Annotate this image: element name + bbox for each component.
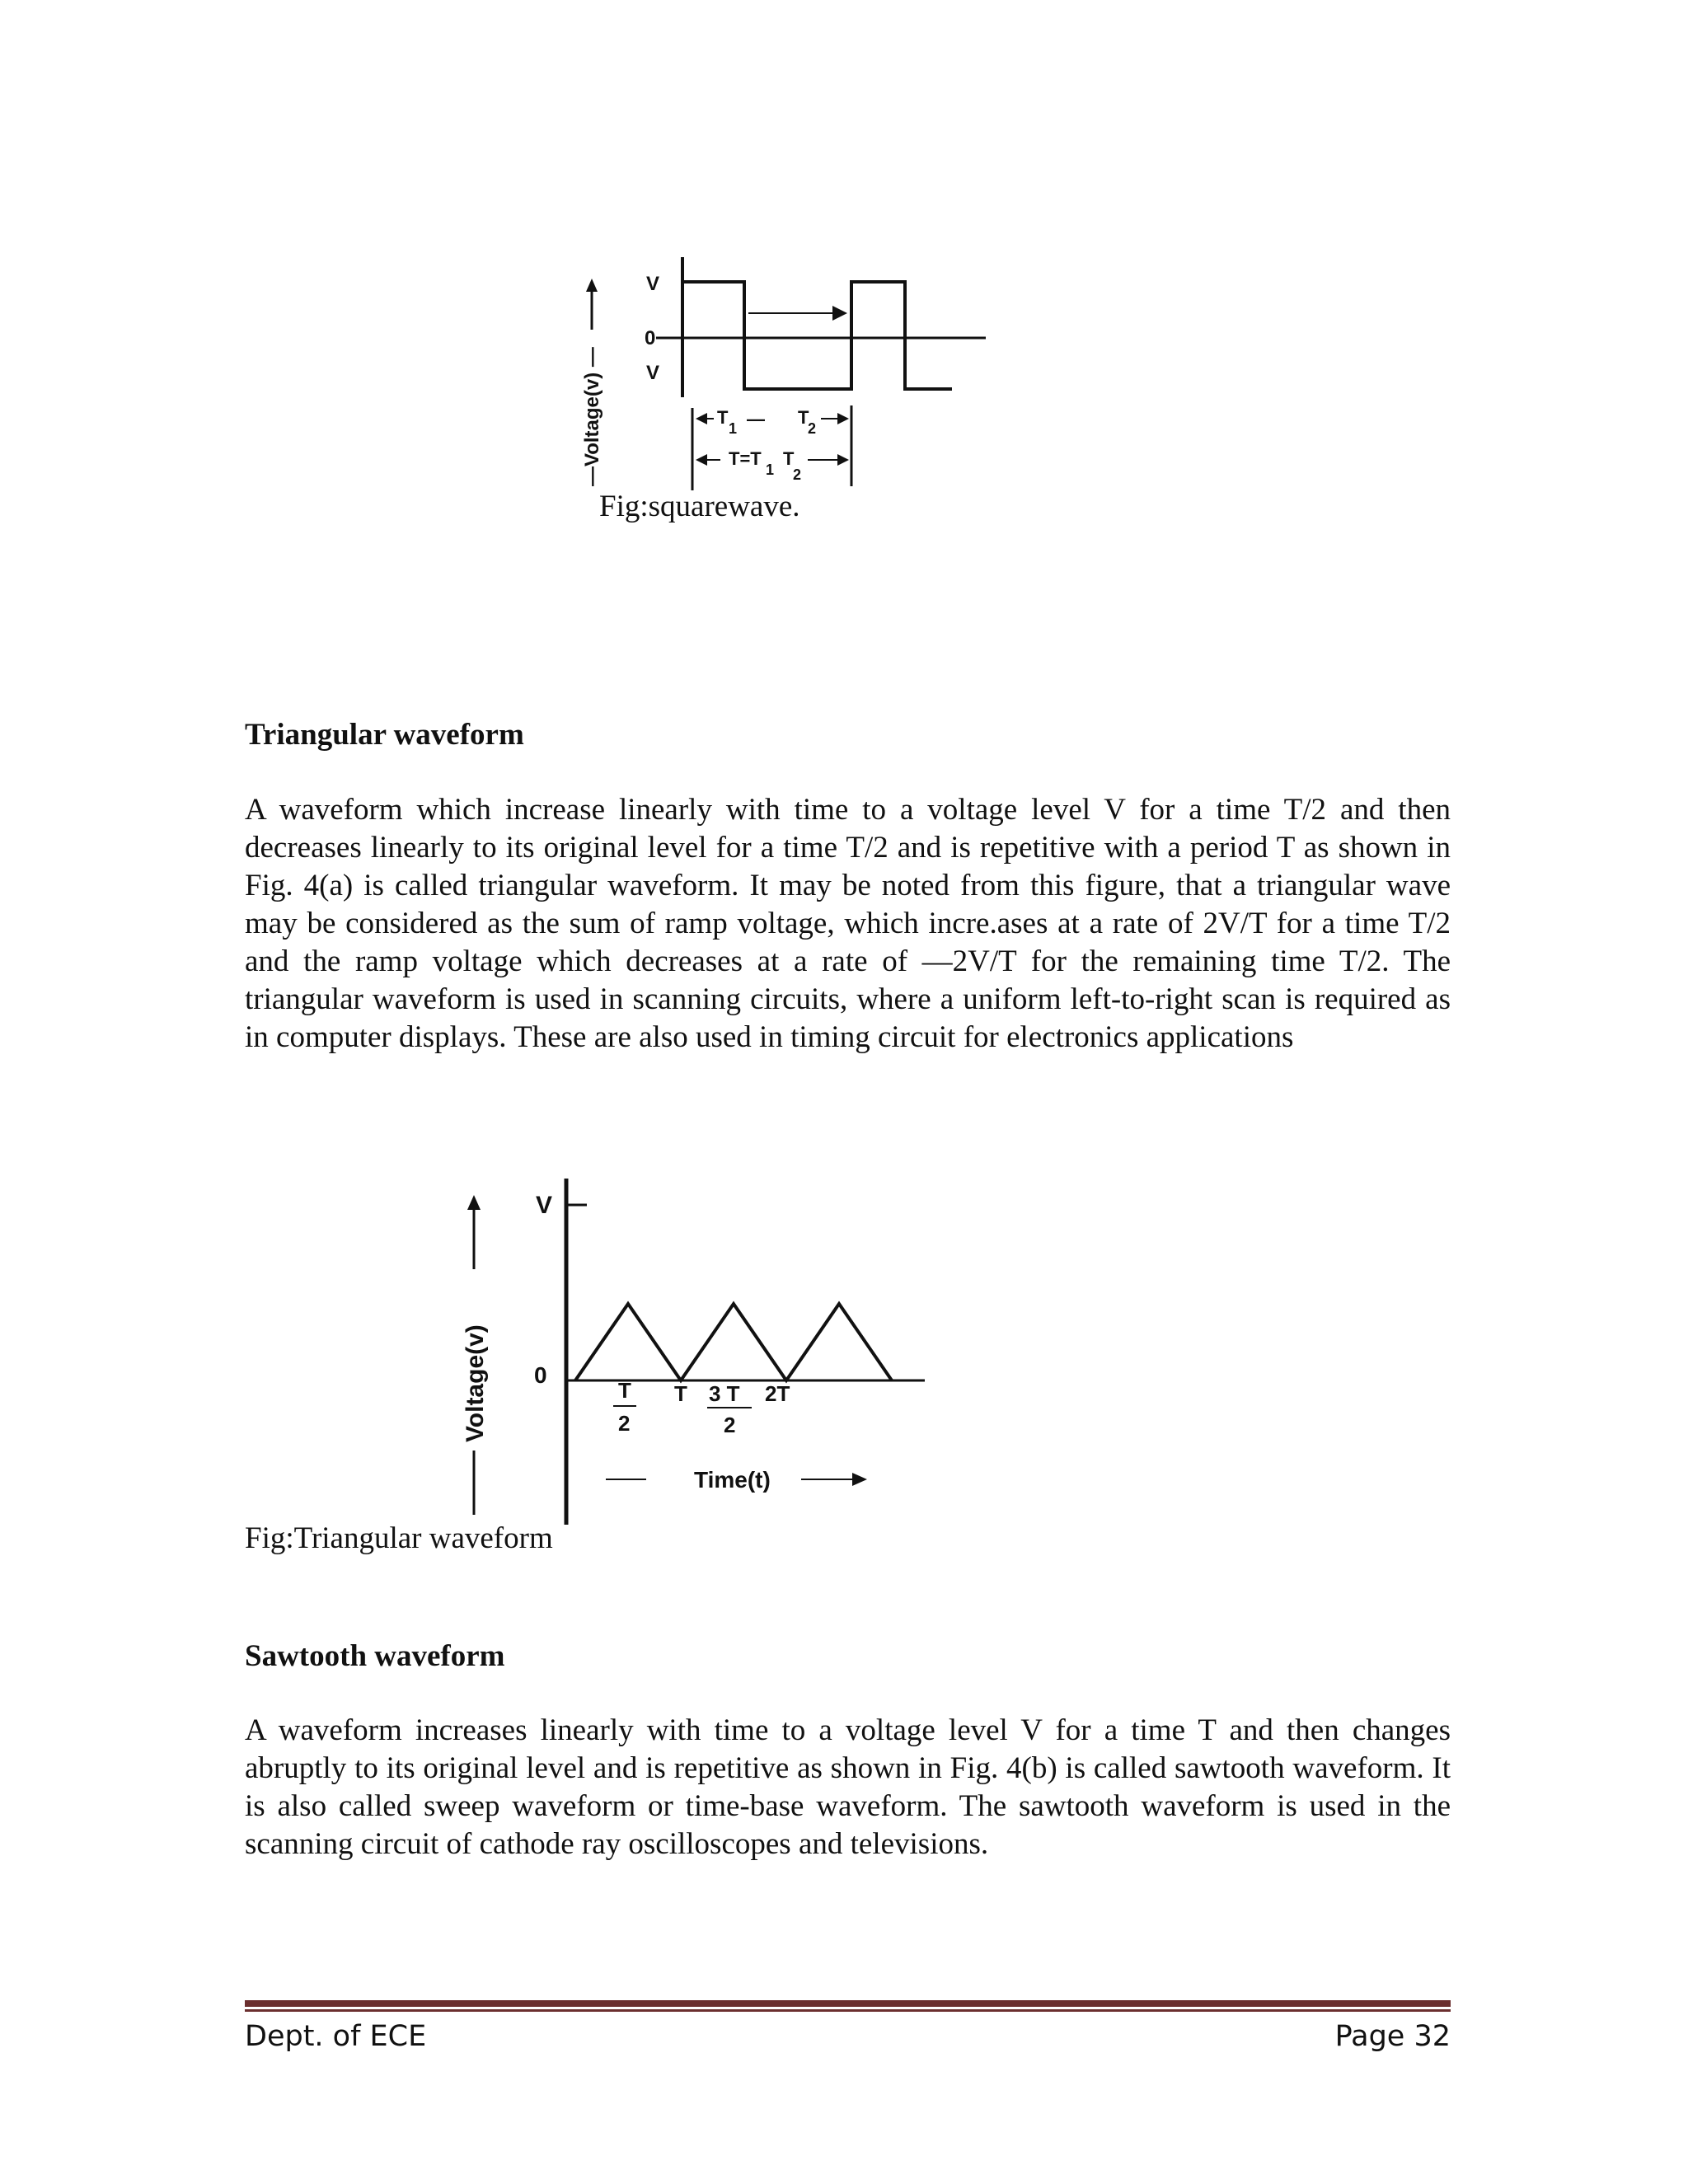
- triangular-waveform: [575, 1304, 892, 1380]
- square-period-sub1: 1: [766, 462, 775, 478]
- square-v-top-label: V: [646, 273, 660, 295]
- square-period-t2: T: [783, 448, 795, 469]
- square-zero-label: 0: [645, 327, 656, 349]
- square-t1-label: T: [717, 407, 729, 428]
- footer-department: Dept. of ECE: [245, 2020, 427, 2053]
- square-period-label: T=T: [729, 448, 762, 469]
- tri-v-label: V: [536, 1192, 553, 1219]
- tri-time-arrowhead: [852, 1473, 867, 1486]
- square-period-sub2: 2: [793, 466, 802, 483]
- square-period-left-arrowhead: [696, 454, 707, 466]
- sawtooth-body: A waveform increases linearly with time to a voltage level V for a time T and then changes abruptly to its original level and is repetitive as shown in Fig. 4(b) is called sawtooth waveform. It is also called sweep waveform or time-base waveform. The sawtooth waveform is used in the scanning circuit of cathode ray oscilloscopes and televisions.: [245, 1713, 1451, 1861]
- tri-2t-label: 2T: [765, 1381, 790, 1406]
- square-t2-arrowhead: [837, 413, 849, 424]
- tri-t-label: T: [674, 1381, 687, 1406]
- triangular-figure-caption: Fig:Triangular waveform: [245, 1521, 553, 1555]
- square-waveform: [682, 282, 952, 389]
- square-figure-caption: Fig:squarewave.: [599, 490, 800, 523]
- square-axis-label: —Voltage(v) —: [581, 347, 603, 486]
- square-inner-arrowhead: [832, 306, 847, 321]
- footer-rule-thin: [245, 2009, 1451, 2012]
- triangular-heading: Triangular waveform: [245, 718, 524, 752]
- square-t1-sub: 1: [729, 420, 738, 437]
- triangular-body: A waveform which increase linearly with time to a voltage level V for a time T/2 and then decreases linearly to its original level for a time T/2 and is repetitive with a period T as shown in Fig. 4(a) is called triangular waveform. It may be noted from this figure, that a triangular wave may be considered as the sum of ramp voltage, which incre.ases at a rate of 2V/T for a time T/2 and the ramp voltage which decreases at a rate of —2V/T for the remaining time T/2. The triangular waveform is used in scanning circuits, where a uniform left-to-right scan is required as in computer displays. These are also used in timing circuit for electronics applications: [245, 793, 1451, 1054]
- square-v-bottom-label: V: [646, 362, 660, 384]
- square-t2-sub: 2: [808, 420, 817, 437]
- square-t1-arrowhead: [696, 413, 707, 424]
- sawtooth-heading: Sawtooth waveform: [245, 1639, 505, 1673]
- tri-axis-label: Voltage(v): [462, 1324, 489, 1442]
- tri-axis-arrowhead: [467, 1195, 481, 1210]
- footer-page-number: Page 32: [1334, 2020, 1451, 2053]
- triangular-diagram: [445, 1179, 940, 1533]
- tri-zero-label: 0: [534, 1362, 547, 1388]
- tri-3t-half-den: 2: [724, 1413, 736, 1437]
- square-wave-diagram: [560, 247, 1006, 494]
- tri-time-label: Time(t): [694, 1467, 771, 1493]
- tri-t-half-num: T: [618, 1378, 631, 1403]
- footer-rule-thick: [245, 2000, 1451, 2007]
- tri-t-half-den: 2: [618, 1411, 631, 1436]
- square-period-right-arrowhead: [837, 454, 849, 466]
- triangular-figure: [445, 1179, 940, 1533]
- square-t2-label: T: [798, 407, 809, 428]
- tri-3t-half-num: 3 T: [709, 1381, 740, 1406]
- square-axis-arrowhead: [586, 279, 598, 292]
- square-dash: —: [747, 409, 765, 429]
- square-wave-figure: [560, 247, 1006, 494]
